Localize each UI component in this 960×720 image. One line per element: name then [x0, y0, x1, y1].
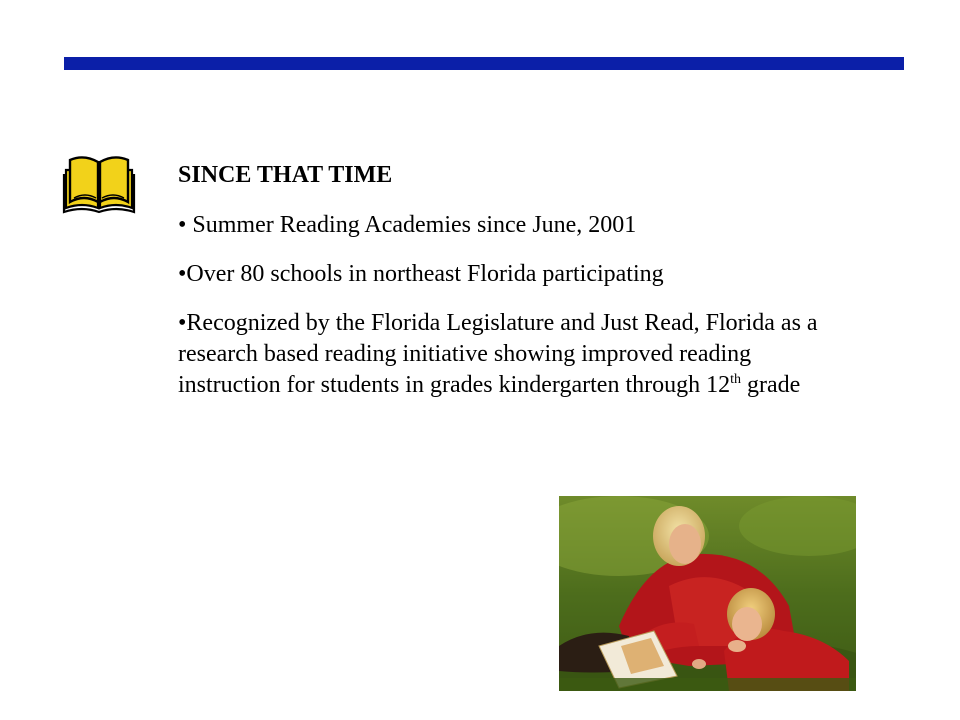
open-book-icon: [60, 150, 138, 214]
bullet-recognition-text: •Recognized by the Florida Legislature and Just Read, Florida as a research based reading initiative showing improved reading instruction for students in grades kindergarten through 12: [178, 310, 818, 398]
ordinal-suffix: th: [730, 372, 742, 387]
bullet-recognition-tail: grade: [741, 372, 801, 398]
slide-content: [178, 160, 858, 419]
reading-photo: [559, 496, 856, 691]
top-divider-bar: [64, 57, 904, 70]
bullet-schools-participating: •Over 80 schools in northeast Florida participating: [178, 261, 664, 287]
section-heading: SINCE THAT TIME: [178, 162, 393, 188]
bullet-summer-academies: • Summer Reading Academies since June, 2001: [178, 212, 637, 238]
bullet-recognition: [178, 308, 858, 401]
